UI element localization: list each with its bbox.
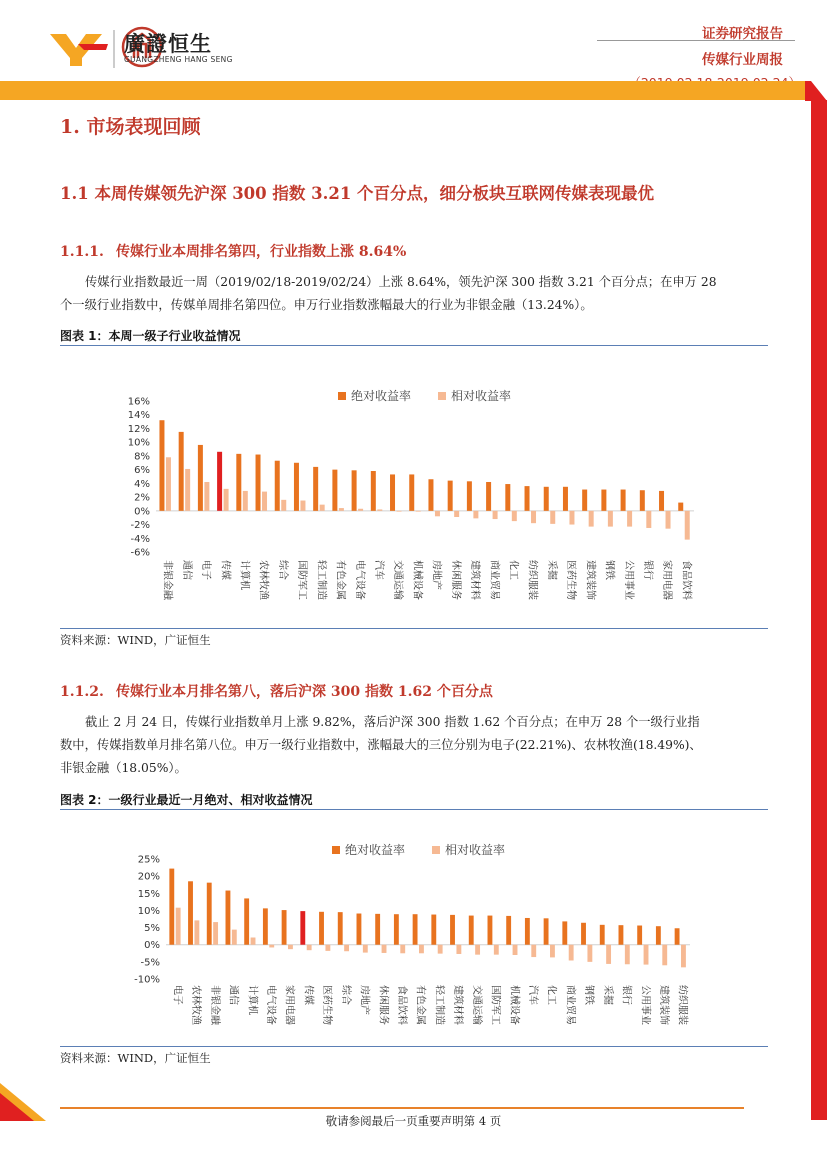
y-tick-label: -5% <box>140 957 160 969</box>
category-label: 房地产 <box>430 560 442 590</box>
bar-relative <box>320 505 325 511</box>
category-label: 传媒 <box>302 985 314 1005</box>
legend-swatch-absolute <box>332 846 340 854</box>
bar-relative <box>531 511 536 523</box>
category-label: 钢铁 <box>603 560 615 580</box>
bar-relative <box>377 509 382 510</box>
legend-label-relative: 相对收益率 <box>445 843 506 857</box>
y-tick-label: 2% <box>134 492 150 504</box>
category-label: 公用事业 <box>639 985 651 1025</box>
bar-absolute <box>226 891 231 945</box>
bar-absolute <box>198 445 203 511</box>
bar-absolute <box>619 925 624 945</box>
bar-absolute <box>563 487 568 511</box>
category-label: 食品饮料 <box>395 985 407 1025</box>
y-tick-label: 16% <box>127 396 150 408</box>
figure-1-bottom-rule <box>60 628 768 629</box>
bar-absolute <box>352 470 357 510</box>
y-tick-label: 6% <box>134 465 150 477</box>
bar-absolute <box>544 918 549 944</box>
category-label: 计算机 <box>246 985 258 1015</box>
bar-relative <box>512 511 517 521</box>
y-tick-label: 25% <box>137 854 160 866</box>
bar-relative <box>213 922 218 945</box>
category-label: 通信 <box>180 560 192 580</box>
bar-absolute <box>207 883 212 945</box>
bar-absolute <box>525 486 530 511</box>
bar-absolute <box>332 470 337 511</box>
y-tick-label: -2% <box>130 520 150 532</box>
bar-relative <box>550 511 555 524</box>
bar-relative <box>685 511 690 540</box>
category-label: 建筑装饰 <box>657 985 669 1025</box>
bar-absolute <box>582 490 587 511</box>
subsubsection-title-2 <box>60 681 493 701</box>
bar-relative <box>307 945 312 950</box>
bar-relative <box>475 945 480 955</box>
y-tick-label: -4% <box>130 533 150 545</box>
bar-absolute <box>486 482 491 511</box>
bar-relative <box>176 908 181 945</box>
bar-relative <box>416 511 421 512</box>
y-tick-label: 10% <box>127 437 150 449</box>
y-tick-label: 14% <box>127 410 150 422</box>
header-divider <box>597 40 795 41</box>
bar-relative <box>325 945 330 951</box>
bar-absolute <box>544 487 549 511</box>
side-band <box>811 100 827 1120</box>
figure-1-source: 资料来源：WIND，广证恒生 <box>60 633 211 647</box>
category-label: 有色金属 <box>334 560 346 600</box>
bar-absolute <box>656 926 661 945</box>
section-title: 1. 市场表现回顾 <box>60 116 201 138</box>
category-label: 国防军工 <box>296 560 308 600</box>
legend-swatch-absolute <box>338 392 346 400</box>
subsubsection-title-1 <box>60 241 406 261</box>
bar-absolute <box>313 467 318 511</box>
bar-absolute <box>581 923 586 945</box>
y-tick-label: 10% <box>137 905 160 917</box>
bar-relative <box>166 457 171 511</box>
bar-absolute <box>357 914 362 945</box>
paragraph-1 <box>60 271 770 317</box>
bar-relative <box>300 501 305 511</box>
category-label: 医药生物 <box>321 985 333 1025</box>
category-label: 化工 <box>507 560 519 580</box>
figure-2-source: 资料来源：WIND，广证恒生 <box>60 1051 211 1065</box>
bar-relative <box>358 509 363 511</box>
bar-absolute <box>431 915 436 945</box>
bar-absolute <box>159 420 164 511</box>
bar-relative <box>681 945 686 968</box>
category-label: 家用电器 <box>283 985 295 1025</box>
figure-2-title: 图表 2：一级行业最近一月绝对、相对收益情况 <box>60 793 313 807</box>
bar-relative <box>662 945 667 966</box>
bar-relative <box>382 945 387 953</box>
footer-text: 敬请参阅最后一页重要声明第 4 页 <box>325 1114 502 1128</box>
y-tick-label: 4% <box>134 478 150 490</box>
y-tick-label: 8% <box>134 451 150 463</box>
figure-1-title: 图表 1：本周一级子行业收益情况 <box>60 329 241 343</box>
paragraph-line: 截止 2 月 24 日，传媒行业指数单月上涨 9.82%，落后沪深 300 指数 1.62 个百分点；在申万 28 个一级行业指 <box>85 715 700 729</box>
category-label: 交通运输 <box>392 560 404 600</box>
bar-absolute <box>640 490 645 511</box>
category-label: 农林牧渔 <box>257 560 269 600</box>
bar-absolute <box>294 463 299 511</box>
category-label: 纺织服装 <box>526 560 538 600</box>
bar-absolute <box>678 503 683 511</box>
bar-absolute <box>390 474 395 510</box>
bar-relative <box>194 920 199 944</box>
category-label: 汽车 <box>373 560 385 580</box>
category-label: 银行 <box>642 560 654 580</box>
brand-name: 廣證恒生 <box>124 32 212 56</box>
subsection-title: 1.1 本周传媒领先沪深 300 指数 3.21 个百分点，细分板块互联网传媒表现最优 <box>60 184 655 203</box>
header-band-corner <box>805 81 827 101</box>
category-label: 商业贸易 <box>564 985 576 1025</box>
bar-relative <box>344 945 349 952</box>
y-tick-label: 20% <box>137 871 160 883</box>
bar-relative <box>644 945 649 965</box>
category-label: 化工 <box>545 985 557 1005</box>
y-tick-label: -6% <box>130 547 150 559</box>
bar-relative <box>400 945 405 954</box>
bar-relative <box>363 945 368 953</box>
report-type: 证券研究报告 <box>702 26 783 42</box>
bar-absolute <box>236 454 241 511</box>
category-label: 农林牧渔 <box>190 985 202 1025</box>
category-label: 采掘 <box>601 985 613 1005</box>
bar-absolute <box>188 881 193 944</box>
bar-absolute <box>467 481 472 511</box>
paragraph-line: 非银金融（18.05%）。 <box>60 761 187 775</box>
legend-label-relative: 相对收益率 <box>451 389 512 403</box>
bar-relative <box>494 945 499 955</box>
bar-relative <box>435 511 440 516</box>
bar-relative <box>473 511 478 519</box>
bar-absolute <box>409 474 414 510</box>
bar-absolute <box>179 432 184 511</box>
bar-relative <box>666 511 671 529</box>
bar-relative <box>397 511 402 512</box>
category-label: 汽车 <box>526 985 538 1005</box>
bar-absolute <box>450 915 455 945</box>
bar-relative <box>419 945 424 954</box>
category-label: 电气设备 <box>264 985 276 1025</box>
bar-absolute <box>275 461 280 511</box>
bar-relative <box>281 500 286 511</box>
category-label: 商业贸易 <box>488 560 500 600</box>
category-label: 电气设备 <box>353 560 365 600</box>
bar-relative <box>224 489 229 511</box>
bar-absolute <box>469 916 474 945</box>
bar-relative <box>232 930 237 945</box>
category-label: 休闲服务 <box>449 560 461 600</box>
bar-absolute <box>428 479 433 511</box>
subsubsection-text: 传媒行业本周排名第四，行业指数上涨 8.64% <box>116 244 407 260</box>
category-label: 轻工制造 <box>315 560 327 600</box>
paragraph-line: 传媒行业指数最近一周（2019/02/18-2019/02/24）上涨 8.64%，领先沪深 300 指数 3.21 个百分点；在申万 28 <box>85 275 717 289</box>
bar-relative <box>627 511 632 527</box>
bar-absolute <box>525 918 530 945</box>
bar-relative <box>587 945 592 962</box>
bar-absolute <box>371 471 376 511</box>
category-label: 食品饮料 <box>680 560 692 600</box>
category-label: 电子 <box>200 560 212 580</box>
brand-name-en: GUANGZHENG HANG SENG <box>124 55 233 64</box>
category-label: 非银金融 <box>161 560 173 600</box>
legend-label-absolute: 绝对收益率 <box>345 843 406 857</box>
bar-relative <box>251 938 256 945</box>
bar-absolute <box>562 921 567 944</box>
bar-relative <box>269 945 274 948</box>
bar-relative <box>513 945 518 955</box>
bar-absolute <box>505 484 510 511</box>
chart-2 <box>60 835 768 1045</box>
y-tick-label: -10% <box>134 974 160 986</box>
bar-absolute <box>282 910 287 945</box>
bar-absolute <box>319 912 324 945</box>
category-label: 建筑装饰 <box>584 560 596 600</box>
category-label: 综合 <box>339 985 351 1005</box>
category-label: 综合 <box>276 560 288 580</box>
y-tick-label: 12% <box>127 423 150 435</box>
category-label: 通信 <box>227 985 239 1005</box>
chart-1 <box>60 380 768 630</box>
bar-relative <box>550 945 555 958</box>
bar-relative <box>438 945 443 954</box>
bar-relative <box>646 511 651 528</box>
category-label: 轻工制造 <box>433 985 445 1025</box>
bar-absolute <box>217 452 222 511</box>
bar-relative <box>531 945 536 957</box>
category-label: 传媒 <box>219 560 231 580</box>
bar-absolute <box>244 898 249 944</box>
category-label: 家用电器 <box>661 560 673 600</box>
y-tick-label: 0% <box>134 506 150 518</box>
bar-relative <box>589 511 594 527</box>
bar-absolute <box>169 869 174 945</box>
bar-absolute <box>394 914 399 945</box>
bar-absolute <box>601 490 606 511</box>
bar-absolute <box>413 914 418 945</box>
paragraph-line: 个一级行业指数中，传媒单周排名第四位。申万行业指数涨幅最大的行业为非银金融（13.24%）。 <box>60 298 593 312</box>
bar-relative <box>454 511 459 517</box>
category-label: 非银金融 <box>208 985 220 1025</box>
category-label: 钢铁 <box>583 985 595 1005</box>
bar-relative <box>569 511 574 525</box>
category-label: 医药生物 <box>565 560 577 600</box>
bar-relative <box>625 945 630 965</box>
bar-relative <box>204 482 209 511</box>
legend-label-absolute: 绝对收益率 <box>351 389 412 403</box>
bar-relative <box>606 945 611 964</box>
category-label: 国防军工 <box>489 985 501 1025</box>
bar-absolute <box>256 455 261 511</box>
category-label: 电子 <box>171 985 183 1005</box>
legend-swatch-relative <box>438 392 446 400</box>
bar-absolute <box>448 481 453 511</box>
bar-absolute <box>338 912 343 945</box>
bar-relative <box>339 508 344 511</box>
category-label: 计算机 <box>238 560 250 590</box>
bar-relative <box>493 511 498 519</box>
bar-absolute <box>600 925 605 945</box>
bar-relative <box>608 511 613 527</box>
category-label: 机械设备 <box>508 985 520 1025</box>
category-label: 休闲服务 <box>377 985 389 1025</box>
bar-absolute <box>488 916 493 945</box>
figure-2-bottom-rule <box>60 1046 768 1047</box>
bar-relative <box>185 469 190 511</box>
bar-relative <box>262 492 267 511</box>
category-label: 机械设备 <box>411 560 423 600</box>
figure-1-top-rule <box>60 345 768 346</box>
y-tick-label: 5% <box>144 923 160 935</box>
bar-absolute <box>637 926 642 945</box>
report-name: 传媒行业周报 <box>702 52 783 68</box>
y-tick-label: 0% <box>144 940 160 952</box>
category-label: 有色金属 <box>414 985 426 1025</box>
category-label: 建筑材料 <box>452 985 464 1025</box>
subsubsection-text: 传媒行业本月排名第八，落后沪深 300 指数 1.62 个百分点 <box>116 684 493 700</box>
bar-absolute <box>300 911 305 945</box>
category-label: 银行 <box>620 985 632 1005</box>
bar-absolute <box>263 908 268 944</box>
category-label: 纺织服装 <box>676 985 688 1025</box>
bar-absolute <box>375 914 380 945</box>
y-tick-label: 15% <box>137 888 160 900</box>
category-label: 交通运输 <box>470 985 482 1025</box>
footer-divider <box>60 1107 744 1109</box>
paragraph-line: 数中，传媒指数单月排名第八位。申万一级行业指数中，涨幅最大的三位分别为电子(22.21%)、农林牧渔(18.49%)、 <box>60 738 702 752</box>
header-band <box>0 81 811 100</box>
bar-absolute <box>506 916 511 945</box>
legend-swatch-relative <box>432 846 440 854</box>
category-label: 公用事业 <box>622 560 634 600</box>
category-label: 房地产 <box>358 985 370 1015</box>
category-label: 采掘 <box>545 560 557 580</box>
subsubsection-number: 1.1.1. <box>60 244 104 260</box>
bar-relative <box>456 945 461 954</box>
category-label: 建筑材料 <box>469 560 481 600</box>
bar-absolute <box>621 490 626 511</box>
bar-absolute <box>659 491 664 511</box>
subsubsection-number: 1.1.2. <box>60 684 104 700</box>
bar-relative <box>288 945 293 949</box>
bar-relative <box>243 491 248 511</box>
figure-2-top-rule <box>60 809 768 810</box>
paragraph-2 <box>60 711 770 780</box>
bar-relative <box>569 945 574 961</box>
bar-absolute <box>675 928 680 944</box>
